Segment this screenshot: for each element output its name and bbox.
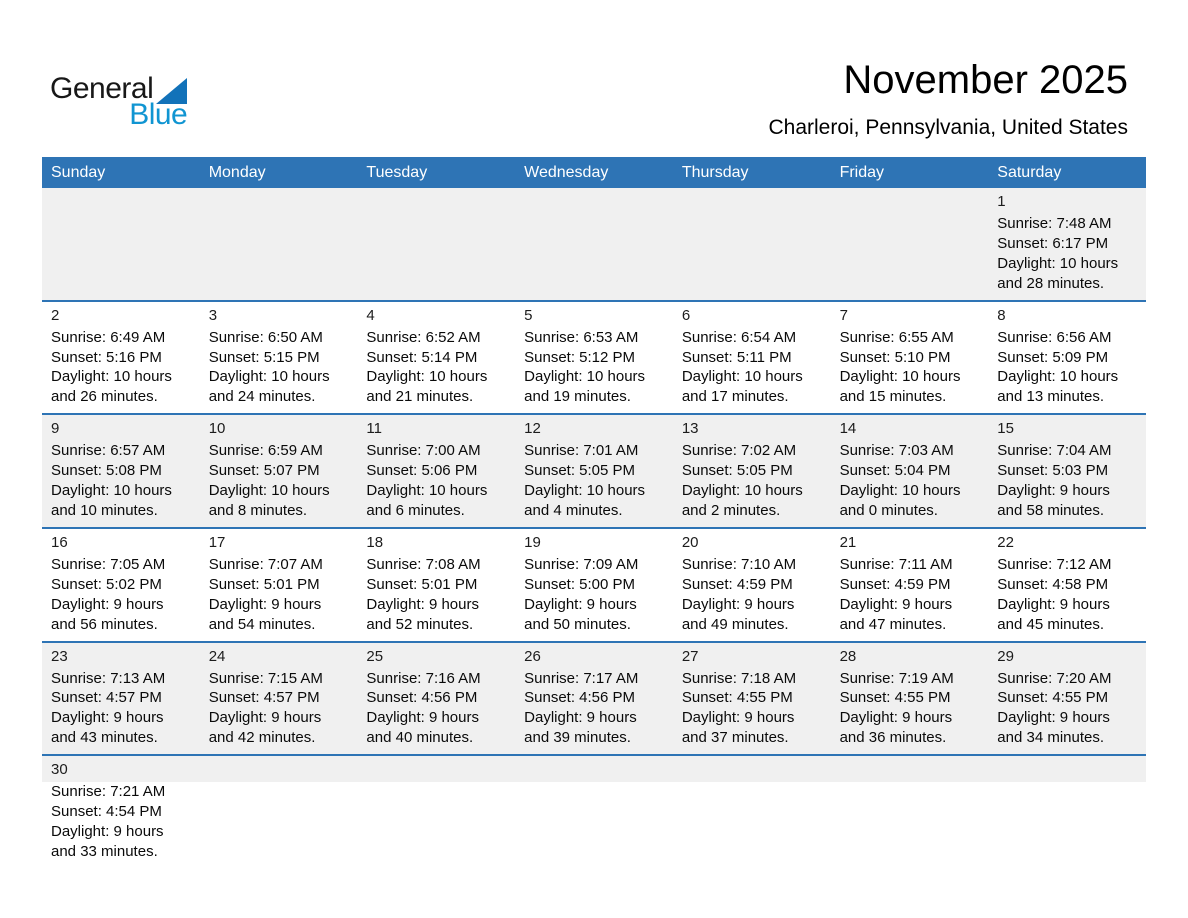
- sunrise-text: Sunrise: 7:10 AM: [681, 555, 797, 573]
- day-number: 2: [51, 306, 60, 324]
- empty-cell: [673, 756, 831, 870]
- daylight-text-line1: Daylight: 10 hours: [839, 482, 961, 500]
- daylight-text-line2: and 42 minutes.: [208, 729, 316, 747]
- day-cell: [831, 415, 989, 527]
- sunset-text: Sunset: 5:06 PM: [366, 462, 478, 480]
- day-number: 15: [997, 420, 1014, 438]
- sunrise-text: Sunrise: 7:00 AM: [366, 442, 481, 460]
- daylight-text-line2: and 56 minutes.: [51, 615, 158, 633]
- daylight-text-line2: and 49 minutes.: [681, 615, 789, 633]
- sunrise-text: Sunrise: 6:56 AM: [997, 328, 1112, 346]
- daylight-text-line1: Daylight: 9 hours: [681, 709, 795, 727]
- day-cell: [515, 643, 673, 755]
- sunrise-text: Sunrise: 6:49 AM: [51, 328, 166, 346]
- weekday-header-monday: Monday: [208, 164, 266, 181]
- daylight-text-line2: and 0 minutes.: [839, 501, 938, 519]
- empty-cell: [42, 188, 200, 300]
- sunrise-text: Sunrise: 7:19 AM: [839, 669, 954, 687]
- sunset-text: Sunset: 5:16 PM: [51, 348, 162, 366]
- sunrise-text: Sunrise: 6:53 AM: [524, 328, 639, 346]
- sunset-text: Sunset: 5:15 PM: [208, 348, 320, 366]
- day-cell: [200, 643, 358, 755]
- daylight-text-line1: Daylight: 10 hours: [524, 482, 646, 500]
- sunset-text: Sunset: 6:17 PM: [997, 234, 1109, 252]
- sunset-text: Sunset: 4:55 PM: [839, 689, 951, 707]
- sunset-text: Sunset: 5:01 PM: [208, 575, 320, 593]
- day-cell: [515, 415, 673, 527]
- sunset-text: Sunset: 4:56 PM: [366, 689, 478, 707]
- sunset-text: Sunset: 5:10 PM: [839, 348, 951, 366]
- sunset-text: Sunset: 5:14 PM: [366, 348, 478, 366]
- empty-cell: [357, 756, 515, 870]
- daylight-text-line2: and 10 minutes.: [51, 501, 158, 519]
- sunset-text: Sunset: 5:12 PM: [524, 348, 636, 366]
- day-number: 5: [524, 306, 533, 324]
- week-row: [42, 188, 1146, 300]
- daylight-text-line2: and 8 minutes.: [208, 501, 308, 519]
- daylight-text-line2: and 50 minutes.: [524, 615, 631, 633]
- sunset-text: Sunset: 5:07 PM: [208, 462, 320, 480]
- day-cell: [988, 415, 1146, 527]
- day-cell: [673, 302, 831, 414]
- daylight-text-line1: Daylight: 10 hours: [208, 368, 330, 386]
- day-cell: [673, 415, 831, 527]
- day-cell: [42, 643, 200, 755]
- daylight-text-line1: Daylight: 9 hours: [997, 482, 1110, 500]
- daylight-text-line2: and 47 minutes.: [839, 615, 947, 633]
- day-number: 14: [839, 420, 857, 438]
- sunrise-text: Sunrise: 6:59 AM: [208, 442, 323, 460]
- daylight-text-line1: Daylight: 9 hours: [51, 709, 164, 727]
- daylight-text-line1: Daylight: 10 hours: [366, 482, 488, 500]
- day-cell: [831, 529, 989, 641]
- day-cell: [988, 643, 1146, 755]
- sunrise-text: Sunrise: 7:07 AM: [208, 555, 323, 573]
- sunset-text: Sunset: 5:05 PM: [681, 462, 793, 480]
- daylight-text-line1: Daylight: 9 hours: [997, 595, 1110, 613]
- day-number: 17: [208, 533, 226, 551]
- day-number: 28: [839, 647, 857, 665]
- sunset-text: Sunset: 5:01 PM: [366, 575, 478, 593]
- daylight-text-line1: Daylight: 9 hours: [366, 709, 479, 727]
- sunset-text: Sunset: 5:04 PM: [839, 462, 951, 480]
- sunrise-text: Sunrise: 7:11 AM: [839, 555, 953, 573]
- day-number: 10: [208, 420, 226, 438]
- day-number: 9: [51, 420, 60, 438]
- empty-cell: [831, 756, 989, 870]
- sunset-text: Sunset: 4:55 PM: [997, 689, 1109, 707]
- day-cell: [42, 415, 200, 527]
- sunrise-text: Sunrise: 7:20 AM: [997, 669, 1112, 687]
- sunrise-text: Sunrise: 7:21 AM: [51, 783, 166, 801]
- daylight-text-line2: and 40 minutes.: [366, 729, 474, 747]
- daylight-text-line2: and 36 minutes.: [839, 729, 947, 747]
- empty-cell: [200, 756, 358, 870]
- sunset-text: Sunset: 4:59 PM: [681, 575, 793, 593]
- sunset-text: Sunset: 4:54 PM: [51, 803, 162, 821]
- weekday-header-tuesday: Tuesday: [366, 164, 428, 181]
- sunset-text: Sunset: 5:02 PM: [51, 575, 162, 593]
- sunrise-text: Sunrise: 6:57 AM: [51, 442, 166, 460]
- daylight-text-line2: and 6 minutes.: [366, 501, 465, 519]
- week-row: [42, 641, 1146, 755]
- day-number: 11: [366, 420, 382, 438]
- sunrise-text: Sunrise: 7:03 AM: [839, 442, 954, 460]
- sunset-text: Sunset: 4:55 PM: [681, 689, 793, 707]
- daylight-text-line1: Daylight: 9 hours: [839, 709, 953, 727]
- day-number: 29: [997, 647, 1014, 665]
- day-number: 25: [366, 647, 384, 665]
- daylight-text-line2: and 4 minutes.: [524, 501, 623, 519]
- sunrise-text: Sunrise: 7:01 AM: [524, 442, 639, 460]
- day-cell: [357, 415, 515, 527]
- daylight-text-line1: Daylight: 9 hours: [524, 595, 637, 613]
- daylight-text-line1: Daylight: 10 hours: [997, 368, 1119, 386]
- daylight-text-line2: and 21 minutes.: [366, 388, 474, 406]
- sunrise-text: Sunrise: 6:52 AM: [366, 328, 481, 346]
- day-cell: [357, 529, 515, 641]
- daylight-text-line1: Daylight: 9 hours: [681, 595, 795, 613]
- daylight-text-line2: and 54 minutes.: [208, 615, 316, 633]
- daylight-text-line1: Daylight: 9 hours: [51, 822, 164, 840]
- day-cell: [42, 529, 200, 641]
- daylight-text-line2: and 19 minutes.: [524, 388, 631, 406]
- empty-cell: [673, 188, 831, 300]
- location-subtitle: Charleroi, Pennsylvania, United States: [768, 116, 1128, 139]
- day-number: 12: [524, 420, 541, 438]
- sunrise-text: Sunrise: 7:02 AM: [681, 442, 797, 460]
- sunset-text: Sunset: 4:57 PM: [208, 689, 320, 707]
- daylight-text-line1: Daylight: 10 hours: [839, 368, 961, 386]
- day-number: 16: [51, 533, 68, 551]
- day-cell: [831, 302, 989, 414]
- daylight-text-line2: and 34 minutes.: [997, 729, 1105, 747]
- month-title: November 2025: [843, 58, 1128, 102]
- daylight-text-line2: and 43 minutes.: [51, 729, 158, 747]
- logo-text-blue: Blue: [129, 98, 188, 131]
- daylight-text-line1: Daylight: 9 hours: [839, 595, 953, 613]
- sunrise-text: Sunrise: 7:16 AM: [366, 669, 481, 687]
- week-row: [42, 527, 1146, 641]
- daylight-text-line1: Daylight: 9 hours: [997, 709, 1110, 727]
- day-number: 4: [366, 306, 375, 324]
- daylight-text-line2: and 28 minutes.: [997, 274, 1105, 292]
- week-row: [42, 754, 1146, 870]
- empty-cell: [200, 188, 358, 300]
- day-cell: [831, 643, 989, 755]
- weekday-header-saturday: Saturday: [997, 164, 1062, 181]
- day-number: 24: [208, 647, 226, 665]
- sunrise-text: Sunrise: 7:13 AM: [51, 669, 166, 687]
- sunset-text: Sunset: 4:59 PM: [839, 575, 951, 593]
- empty-cell: [988, 756, 1146, 870]
- daylight-text-line2: and 15 minutes.: [839, 388, 947, 406]
- sunset-text: Sunset: 5:09 PM: [997, 348, 1109, 366]
- sunrise-text: Sunrise: 6:54 AM: [681, 328, 797, 346]
- daylight-text-line2: and 45 minutes.: [997, 615, 1105, 633]
- weekday-header-row: [42, 157, 1146, 188]
- day-cell: [515, 302, 673, 414]
- day-cell: [42, 756, 200, 870]
- week-row: [42, 300, 1146, 414]
- daylight-text-line2: and 13 minutes.: [997, 388, 1105, 406]
- daylight-text-line2: and 58 minutes.: [997, 501, 1105, 519]
- sunset-text: Sunset: 5:11 PM: [681, 348, 792, 366]
- daylight-text-line1: Daylight: 10 hours: [366, 368, 488, 386]
- sunset-text: Sunset: 4:58 PM: [997, 575, 1109, 593]
- daylight-text-line1: Daylight: 10 hours: [524, 368, 646, 386]
- daylight-text-line2: and 39 minutes.: [524, 729, 631, 747]
- day-cell: [200, 529, 358, 641]
- daylight-text-line1: Daylight: 10 hours: [681, 482, 803, 500]
- day-cell: [200, 302, 358, 414]
- daylight-text-line1: Daylight: 10 hours: [997, 254, 1119, 272]
- logo: [50, 74, 187, 130]
- day-cell: [42, 302, 200, 414]
- day-cell: [673, 643, 831, 755]
- daylight-text-line2: and 52 minutes.: [366, 615, 474, 633]
- day-number: 3: [208, 306, 218, 324]
- daylight-text-line2: and 33 minutes.: [51, 842, 158, 860]
- day-number: 18: [366, 533, 384, 551]
- day-number: 30: [51, 761, 68, 779]
- weekday-header-thursday: Thursday: [681, 164, 749, 181]
- sunrise-text: Sunrise: 7:05 AM: [51, 555, 166, 573]
- day-number: 21: [839, 533, 857, 551]
- daylight-text-line2: and 2 minutes.: [681, 501, 781, 519]
- sunrise-text: Sunrise: 7:17 AM: [524, 669, 639, 687]
- week-row: [42, 413, 1146, 527]
- sunrise-text: Sunrise: 7:09 AM: [524, 555, 639, 573]
- day-number: 20: [681, 533, 699, 551]
- daylight-text-line1: Daylight: 10 hours: [681, 368, 803, 386]
- weekday-header-wednesday: Wednesday: [524, 164, 609, 181]
- daylight-text-line2: and 17 minutes.: [681, 388, 789, 406]
- empty-cell: [357, 188, 515, 300]
- day-number: 6: [681, 306, 691, 324]
- day-number: 19: [524, 533, 541, 551]
- sunrise-text: Sunrise: 7:48 AM: [997, 215, 1112, 232]
- sunset-text: Sunset: 5:00 PM: [524, 575, 636, 593]
- day-cell: [673, 529, 831, 641]
- daylight-text-line1: Daylight: 10 hours: [208, 482, 330, 500]
- empty-cell: [515, 188, 673, 300]
- daylight-text-line1: Daylight: 9 hours: [208, 709, 322, 727]
- sunset-text: Sunset: 5:03 PM: [997, 462, 1109, 480]
- logo-text-general: General: [50, 72, 154, 105]
- sunrise-text: Sunrise: 7:18 AM: [681, 669, 797, 687]
- calendar-table: [42, 157, 1146, 870]
- daylight-text-line1: Daylight: 9 hours: [524, 709, 637, 727]
- day-cell: [200, 415, 358, 527]
- weekday-header-friday: Friday: [839, 164, 885, 181]
- weekday-header-sunday: Sunday: [51, 164, 106, 181]
- day-number: 1: [997, 193, 1006, 210]
- sunrise-text: Sunrise: 7:12 AM: [997, 555, 1112, 573]
- sunrise-text: Sunrise: 6:55 AM: [839, 328, 954, 346]
- sunrise-text: Sunrise: 7:15 AM: [208, 669, 323, 687]
- day-number: 27: [681, 647, 699, 665]
- day-cell: [357, 302, 515, 414]
- sunset-text: Sunset: 4:56 PM: [524, 689, 636, 707]
- daylight-text-line2: and 26 minutes.: [51, 388, 158, 406]
- daylight-text-line1: Daylight: 9 hours: [208, 595, 322, 613]
- daylight-text-line1: Daylight: 9 hours: [51, 595, 164, 613]
- sunset-text: Sunset: 5:08 PM: [51, 462, 162, 480]
- day-cell: [988, 302, 1146, 414]
- empty-cell: [515, 756, 673, 870]
- day-cell: [988, 529, 1146, 641]
- day-number: 26: [524, 647, 541, 665]
- day-number: 7: [839, 306, 848, 324]
- sunset-text: Sunset: 4:57 PM: [51, 689, 162, 707]
- daylight-text-line2: and 24 minutes.: [208, 388, 316, 406]
- day-cell: [988, 188, 1146, 300]
- day-number: 22: [997, 533, 1014, 551]
- title-block: [768, 56, 1128, 140]
- empty-cell: [831, 188, 989, 300]
- daylight-text-line1: Daylight: 10 hours: [51, 482, 172, 500]
- day-number: 23: [51, 647, 68, 665]
- day-cell: [357, 643, 515, 755]
- daylight-text-line1: Daylight: 9 hours: [366, 595, 479, 613]
- sunrise-text: Sunrise: 6:50 AM: [208, 328, 323, 346]
- sunrise-text: Sunrise: 7:04 AM: [997, 442, 1112, 460]
- day-number: 8: [997, 306, 1006, 324]
- day-cell: [515, 529, 673, 641]
- sunset-text: Sunset: 5:05 PM: [524, 462, 636, 480]
- sunrise-text: Sunrise: 7:08 AM: [366, 555, 481, 573]
- daylight-text-line1: Daylight: 10 hours: [51, 368, 172, 386]
- daylight-text-line2: and 37 minutes.: [681, 729, 789, 747]
- day-number: 13: [681, 420, 699, 438]
- calendar-body: [42, 188, 1146, 870]
